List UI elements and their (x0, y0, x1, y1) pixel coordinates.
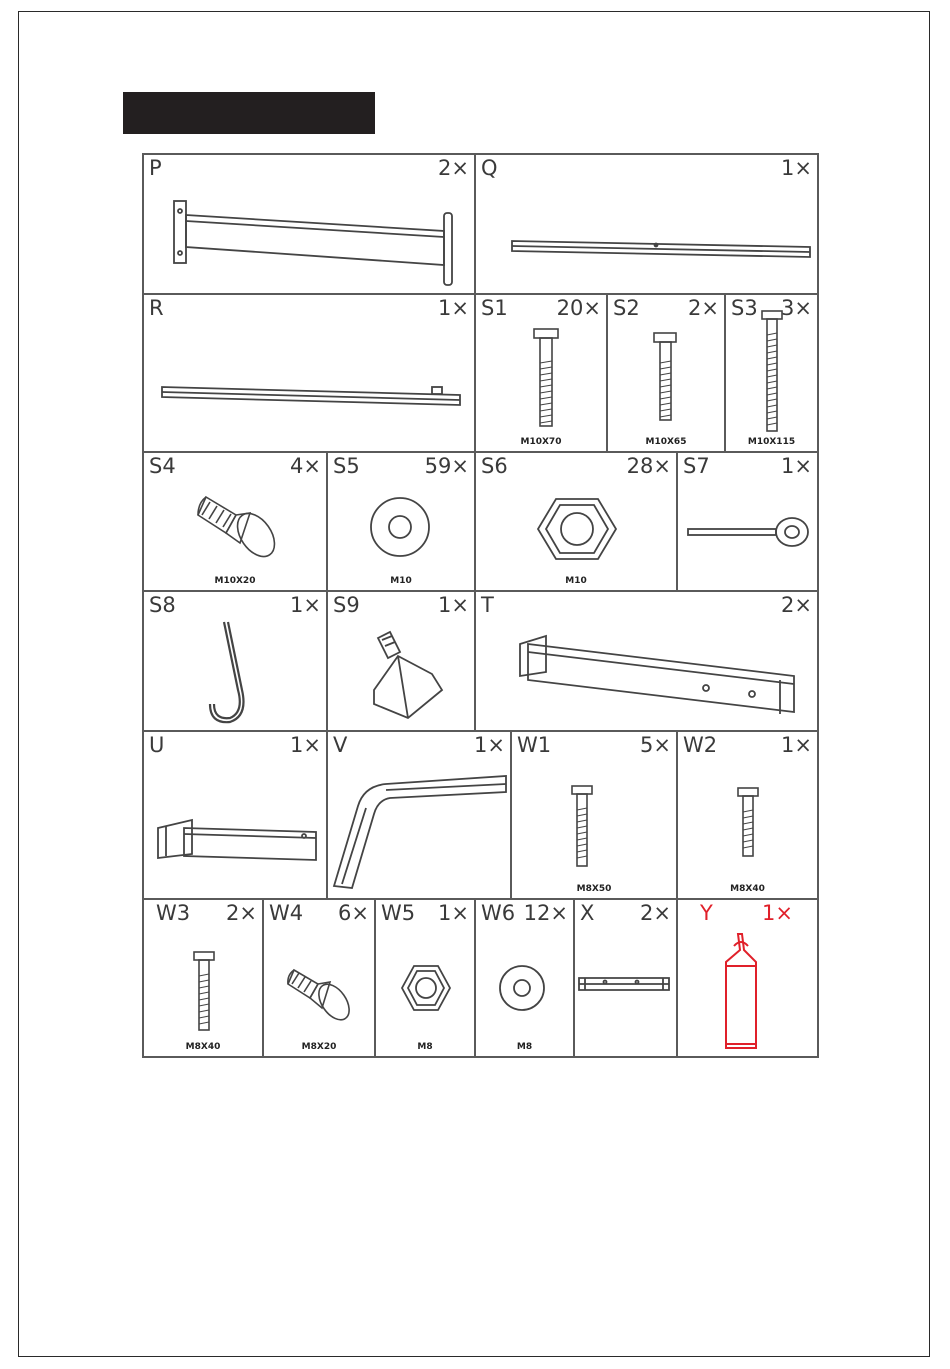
part-qty: 1× (781, 156, 812, 180)
part-id: W6 (481, 901, 516, 925)
part-qty: 6× (338, 901, 369, 925)
part-cell-s4 (142, 451, 328, 592)
part-cell-r (142, 293, 476, 453)
part-qty: 2× (640, 901, 671, 925)
part-id: R (149, 296, 164, 320)
part-spec: M10X115 (747, 437, 796, 447)
part-qty: 1× (781, 733, 812, 757)
part-qty: 59× (424, 454, 469, 478)
bolt-icon (608, 295, 724, 451)
part-qty: 2× (688, 296, 719, 320)
washer-icon (328, 453, 474, 590)
part-cell-w4 (262, 898, 376, 1058)
part-cell-p (142, 153, 476, 295)
wall-bracket-bar-icon (144, 155, 474, 293)
part-qty: 1× (438, 593, 469, 617)
part-id: W5 (381, 901, 416, 925)
part-id: T (481, 593, 494, 617)
part-id: Q (481, 156, 498, 180)
part-id: S3 (731, 296, 758, 320)
part-qty: 2× (781, 593, 812, 617)
part-cell-s9 (326, 590, 476, 732)
part-cell-s5 (326, 451, 476, 592)
grease-bottle-icon (678, 900, 817, 1056)
part-qty: 3× (781, 296, 812, 320)
bolt-icon (144, 900, 262, 1056)
part-cell-s6 (474, 451, 678, 592)
part-qty: 2× (438, 156, 469, 180)
part-id: W2 (683, 733, 718, 757)
short-bolt-icon (264, 900, 374, 1056)
part-id: S1 (481, 296, 508, 320)
bolt-icon (512, 732, 676, 898)
part-cell-s8 (142, 590, 328, 732)
part-spec: M10 (390, 576, 412, 586)
part-qty: 1× (290, 593, 321, 617)
title-bar (123, 92, 375, 134)
part-cell-t (474, 590, 819, 732)
part-spec: M8X20 (301, 1042, 337, 1052)
part-qty: 1× (781, 454, 812, 478)
part-id: X (580, 901, 595, 925)
part-spec: M8 (516, 1042, 533, 1052)
foot-pad-icon (328, 592, 474, 730)
long-bar-icon (476, 155, 817, 293)
bent-tube-icon (328, 732, 510, 898)
bolt-icon (678, 732, 817, 898)
part-id: S4 (149, 454, 176, 478)
bolt-icon (476, 295, 606, 451)
part-cell-s2 (606, 293, 726, 453)
part-id: S8 (149, 593, 176, 617)
part-id: V (333, 733, 348, 757)
eye-bolt-icon (678, 453, 817, 590)
part-id: W4 (269, 901, 304, 925)
part-id: S2 (613, 296, 640, 320)
part-spec: M8X40 (730, 884, 765, 894)
part-spec: M10X20 (214, 576, 256, 586)
part-qty: 12× (523, 901, 568, 925)
part-qty: 20× (556, 296, 601, 320)
part-qty: 1× (762, 901, 793, 925)
washer-icon (476, 900, 573, 1056)
part-id: W3 (156, 901, 191, 925)
long-bar-icon (144, 295, 474, 451)
bolt-icon (726, 295, 817, 451)
arm-tube-icon (476, 592, 817, 730)
part-id: U (149, 733, 165, 757)
part-spec: M8X50 (576, 884, 612, 894)
part-qty: 5× (640, 733, 671, 757)
part-id: S7 (683, 454, 710, 478)
part-spec: M10X70 (520, 437, 562, 447)
hex-nut-icon (376, 900, 474, 1056)
part-spec: M8X40 (185, 1042, 221, 1052)
part-cell-w2 (676, 730, 819, 900)
part-id: W1 (517, 733, 552, 757)
part-qty: 28× (626, 454, 671, 478)
hook-icon (144, 592, 326, 730)
part-cell-x (573, 898, 678, 1058)
part-qty: 1× (474, 733, 505, 757)
part-id: S9 (333, 593, 360, 617)
part-cell-w3 (142, 898, 264, 1058)
part-id: Y (700, 901, 713, 925)
part-id: S5 (333, 454, 360, 478)
part-cell-q (474, 153, 819, 295)
part-qty: 1× (290, 733, 321, 757)
part-id: S6 (481, 454, 508, 478)
short-bolt-icon (144, 453, 326, 590)
part-cell-s3 (724, 293, 819, 453)
part-cell-u (142, 730, 328, 900)
part-cell-w6 (474, 898, 575, 1058)
part-qty: 2× (226, 901, 257, 925)
part-spec: M10X65 (645, 437, 687, 447)
part-qty: 4× (290, 454, 321, 478)
part-qty: 1× (438, 901, 469, 925)
part-cell-w1 (510, 730, 678, 900)
part-cell-w5 (374, 898, 476, 1058)
part-spec: M10 (565, 576, 587, 586)
part-cell-s1 (474, 293, 608, 453)
part-cell-s7 (676, 451, 819, 592)
plate-icon (575, 900, 676, 1056)
part-cell-v (326, 730, 512, 900)
part-spec: M8 (417, 1042, 433, 1052)
part-qty: 1× (438, 296, 469, 320)
part-cell-y (676, 898, 819, 1058)
part-id: P (149, 156, 162, 180)
bracket-tube-icon (144, 732, 326, 898)
hex-nut-icon (476, 453, 676, 590)
